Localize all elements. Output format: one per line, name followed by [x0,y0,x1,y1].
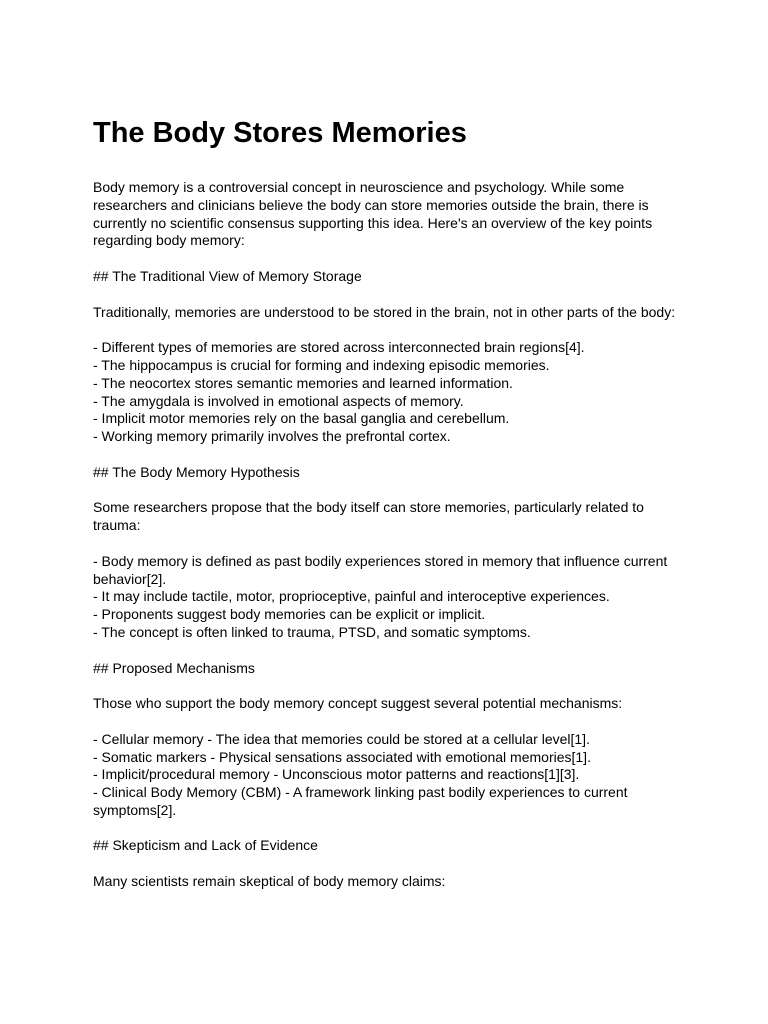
list-item: - The hippocampus is crucial for forming and indexing episodic memories. [93,356,550,373]
list-item: - Different types of memories are stored across interconnected brain regions[4]. [93,339,585,356]
section-heading: ## Proposed Mechanisms [93,659,255,676]
bullet-list [93,553,693,642]
document-page [93,115,693,909]
list-item: - It may include tactile, motor, proprioceptive, painful and interoceptive experiences. [93,588,610,605]
list-item: - Body memory is defined as past bodily experiences stored in memory that influence current behavior[2]. [93,552,668,587]
section-lead: Some researchers propose that the body itself can store memories, particularly related to trauma: [93,499,644,534]
list-item: - Implicit/procedural memory - Unconscious motor patterns and reactions[1][3]. [93,766,580,783]
list-item: - Working memory primarily involves the prefrontal cortex. [93,428,451,445]
list-item: - Implicit motor memories rely on the basal ganglia and cerebellum. [93,410,510,427]
list-item: - Cellular memory - The idea that memories could be stored at a cellular level[1]. [93,730,590,747]
list-item: - The neocortex stores semantic memories and learned information. [93,374,513,391]
list-item: - Somatic markers - Physical sensations associated with emotional memories[1]. [93,748,591,765]
section-heading: ## Skepticism and Lack of Evidence [93,837,318,854]
bullet-list [93,731,693,820]
intro-paragraph: Body memory is a controversial concept in neuroscience and psychology. While some researchers and clinicians believe the body can store memories outside the brain, there is currently no scientific consensus supporting this idea. Here's an overview of the key points regarding body memory: [93,179,653,249]
list-item: - The amygdala is involved in emotional aspects of memory. [93,392,464,409]
section-heading: ## The Body Memory Hypothesis [93,463,300,480]
document-body [93,179,693,891]
section-lead: Traditionally, memories are understood to be stored in the brain, not in other parts of the body: [93,303,676,320]
section-lead: Many scientists remain skeptical of body memory claims: [93,873,446,890]
list-item: - The concept is often linked to trauma, PTSD, and somatic symptoms. [93,623,531,640]
section-heading: ## The Traditional View of Memory Storage [93,267,362,284]
list-item: - Proponents suggest body memories can be explicit or implicit. [93,606,486,623]
list-item: - Clinical Body Memory (CBM) - A framework linking past bodily experiences to current symptoms[2]. [93,784,628,818]
bullet-list [93,339,693,446]
section-lead: Those who support the body memory concept suggest several potential mechanisms: [93,695,623,712]
page-title: The Body Stores Memories [93,117,467,149]
